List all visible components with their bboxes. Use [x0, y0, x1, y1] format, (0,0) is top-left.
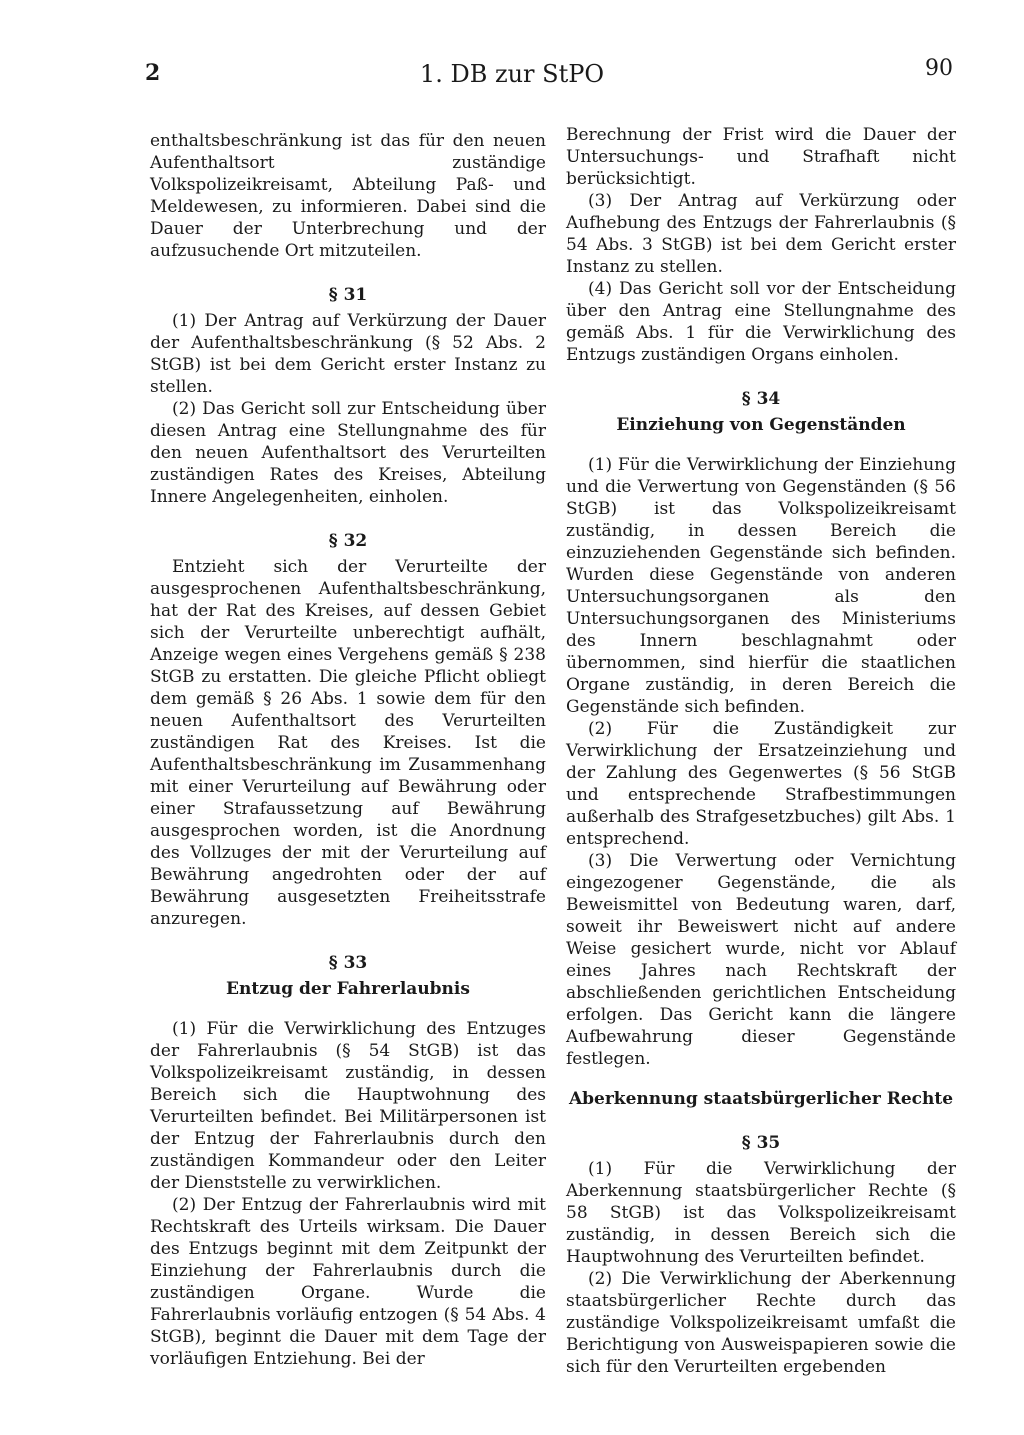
paragraph-31-1: (1) Der Antrag auf Verkürzung der Dauer der Aufenthaltsbeschränkung (§ 52 Abs. 2 StGB) ist bei dem Gericht erster Instanz zu stellen.: [150, 311, 546, 397]
paragraph-32: Entzieht sich der Verurteilte der ausgesprochenen Aufenthaltsbeschränkung, hat der Rat des Kreises, auf dessen Gebiet sich der Verurteilte unberechtigt aufhält, Anzeige wegen eines Vergehens gemäß § 238 StGB zu erstatten. Die gleiche Pflicht obliegt dem gemäß § 26 Abs. 1 sowie dem für den neuen Aufenthaltsort des Verurteilten zuständigen Rat des Kreises. Ist die Aufenthaltsbeschränkung im Zusammenhang mit einer Verurteilung auf Bewährung oder einer Strafaussetzung auf Bewährung ausgesprochen worden, ist die Anordnung des Vollzuges der mit der Verurteilung auf Bewährung angedrohten oder der auf Bewährung ausgesetzten Freiheitsstrafe anzuregen.: [150, 557, 546, 929]
section-heading-33: § 33: [328, 953, 368, 973]
paragraph-33-3: (3) Der Antrag auf Verkürzung oder Aufhebung des Entzugs der Fahrerlaubnis (§ 54 Abs. 3 StGB) ist bei dem Gericht erster Instanz zu stellen.: [566, 191, 956, 277]
paragraph-33-2-continued: Berechnung der Frist wird die Dauer der Untersuchungs- und Strafhaft nicht berücksichtigt.: [566, 125, 956, 189]
paragraph-33-1: (1) Für die Verwirklichung des Entzuges der Fahrerlaubnis (§ 54 StGB) ist das Volkspolizeikreisamt zuständig, in dessen Bereich sich die Hauptwohnung des Verurteilten befindet. Bei Militärpersonen ist der Entzug der Fahrerlaubnis durch den zuständigen Kommandeur oder den Leiter der Dienststelle zu verwirklichen.: [150, 1019, 546, 1193]
left-column: [150, 130, 546, 1370]
paragraph-35-1: (1) Für die Verwirklichung der Aberkennung staatsbürgerlicher Rechte (§ 58 StGB) ist das Volkspolizeikreisamt zuständig, in dessen Bereich sich die Hauptwohnung des Verurteilten befindet.: [566, 1159, 956, 1267]
page-number: 90: [925, 56, 953, 81]
section-heading-35: § 35: [741, 1133, 781, 1153]
paragraph-33-2: (2) Der Entzug der Fahrerlaubnis wird mit Rechtskraft des Urteils wirksam. Die Dauer des Entzugs beginnt mit dem Zeitpunkt der Einziehung der Fahrerlaubnis durch die zuständigen Organe. Wurde die Fahrerlaubnis vorläufig entzogen (§ 54 Abs. 4 StGB), beginnt die Dauer mit dem Tage der vorläufigen Entziehung. Bei der: [150, 1195, 546, 1369]
right-column: [566, 124, 956, 1378]
section-title-33: Entzug der Fahrerlaubnis: [226, 979, 470, 999]
paragraph-34-2: (2) Für die Zuständigkeit zur Verwirklichung der Ersatzeinziehung und der Zahlung des Gegenwertes (§ 56 StGB und entsprechende Strafbestimmungen außerhalb des Strafgesetzbuches) gilt Abs. 1 entsprechend.: [566, 719, 956, 849]
section-heading-34: § 34: [741, 389, 781, 409]
paragraph-34-1: (1) Für die Verwirklichung der Einziehung und die Verwertung von Gegenständen (§ 56 StGB) ist das Volkspolizeikreisamt zuständig, in dessen Bereich die einzuziehenden Gegenstände sich befinden. Wurden diese Gegenstände von anderen Untersuchungsorganen als den Untersuchungsorganen des Ministeriums des Innern beschlagnahmt oder übernommen, sind hierfür die staatlichen Organe zuständig, in deren Bereich die Gegenstände sich befinden.: [566, 455, 956, 717]
page-header: [0, 56, 1024, 100]
section-heading-31: § 31: [328, 285, 368, 305]
paragraph-33-4: (4) Das Gericht soll vor der Entscheidung über den Antrag eine Stellungnahme des gemäß Abs. 1 für die Verwirklichung des Entzugs zuständigen Organs einholen.: [566, 279, 956, 365]
group-title-35: Aberkennung staatsbürgerlicher Rechte: [568, 1089, 954, 1109]
paragraph-30-continued: enthaltsbeschränkung ist das für den neuen Aufenthaltsort zuständige Volkspolizeikreisamt, Abteilung Paß- und Meldewesen, zu informieren. Dabei sind die Dauer der Unterbrechung und der aufzusuchende Ort mitzuteilen.: [150, 131, 546, 261]
page-title: 1. DB zur StPO: [419, 60, 605, 88]
section-number: 2: [145, 60, 161, 86]
paragraph-35-2: (2) Die Verwirklichung der Aberkennung staatsbürgerlicher Rechte durch das zuständige Volkspolizeikreisamt umfaßt die Berichtigung von Ausweispapieren sowie die sich für den Verurteilten ergebenden: [566, 1269, 956, 1377]
paragraph-34-3: (3) Die Verwertung oder Vernichtung eingezogener Gegenstände, die als Beweismittel von Bedeutung waren, darf, soweit ihr Beweiswert nicht auf andere Weise gesichert wurde, nicht vor Ablauf eines Jahres nach Rechtskraft der abschließenden gerichtlichen Entscheidung erfolgen. Das Gericht kann die längere Aufbewahrung dieser Gegenstände festlegen.: [566, 851, 956, 1069]
section-title-34: Einziehung von Gegenständen: [616, 415, 906, 435]
paragraph-31-2: (2) Das Gericht soll zur Entscheidung über diesen Antrag eine Stellungnahme des für den neuen Aufenthaltsort des Verurteilten zuständigen Rates des Kreises, Abteilung Innere Angelegenheiten, einholen.: [150, 399, 546, 507]
section-heading-32: § 32: [328, 531, 368, 551]
